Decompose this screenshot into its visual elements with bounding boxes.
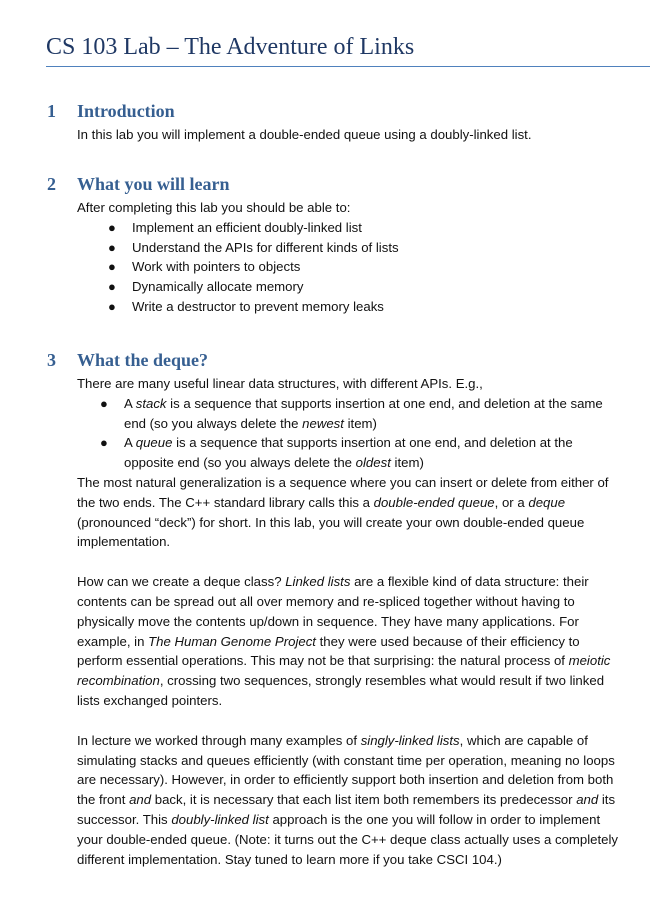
section-number: 2 [47,174,56,194]
generalization-paragraph: The most natural generalization is a sequence where you can insert or delete from either of the two ends. The C++ standard library calls this a double-ended queue, or a deque (pronounced “deck”) for short. In this lab, you will create your own double-ended queue implementation. [77,474,609,550]
structures-list [0,394,670,473]
section-number: 3 [47,350,56,370]
learning-objectives-list [0,218,670,317]
bullet-icon: ● [108,239,116,255]
bullet-icon: ● [100,435,108,451]
list-item: ● Understand the APIs for different kinds of lists [0,238,670,258]
section-number: 1 [47,101,56,121]
list-item: ● Work with pointers to objects [0,257,670,277]
doubly-linked-paragraph: In lecture we worked through many examples of singly-linked lists, which are capable of simulating stacks and queues efficiently (with constant time per operation, meaning no loops are necessary). However, in order to efficiently support both insertion and deletion from both the front and back, it is necessary that each list item both remembers its predecessor and its successor. This doubly-linked list approach is the one you will follow in order to implement your double-ended queue. (Note: it turns out the C++ deque class actually uses a completely different implementation. Stay tuned to learn more if you take CSCI 104.) [77,732,619,867]
list-item: ● Implement an efficient doubly-linked list [0,218,670,238]
section-title: Introduction [77,101,175,121]
section-title: What you will learn [77,174,230,194]
bullet-icon: ● [108,298,116,314]
learn-intro: After completing this lab you should be able to: [77,200,351,215]
section-introduction [0,101,670,145]
section-heading [0,101,670,125]
title-underline [46,66,650,67]
list-item: ● Write a destructor to prevent memory leaks [0,297,670,317]
bullet-icon: ● [108,279,116,295]
bullet-icon: ● [108,259,116,275]
list-item: ● Dynamically allocate memory [0,277,670,297]
list-item-queue: ● A queue is a sequence that supports insertion at one end, and deletion at the opposite end (so you always delete the oldest item) [100,435,573,471]
bullet-icon: ● [108,219,116,235]
document-title: CS 103 Lab – The Adventure of Links [46,34,415,60]
intro-paragraph: In this lab you will implement a double-ended queue using a doubly-linked list. [77,127,532,142]
list-item-stack: ● A stack is a sequence that supports insertion at one end, and deletion at the same end (so you always delete the newest item) [100,395,603,431]
bullet-icon: ● [100,395,108,411]
section-title: What the deque? [77,350,209,370]
section-heading [0,174,670,198]
linked-lists-paragraph: How can we create a deque class? Linked lists are a flexible kind of data structure: their contents can be spread out all over memory and re-spliced together without having to physically move the contents up/down in sequence. They have many applications. For example, in The Human Genome Project they were used because of their efficiency to perform essential operations. This may not be that surprising: the natural process of meiotic recombination, crossing two sequences, strongly resembles what would result if two linked lists exchanged pointers. [77,574,611,708]
section-what-the-deque [0,350,670,869]
section-what-you-will-learn [0,174,670,317]
deque-intro: There are many useful linear data structures, with different APIs. E.g., [77,376,483,391]
section-heading [0,350,670,374]
